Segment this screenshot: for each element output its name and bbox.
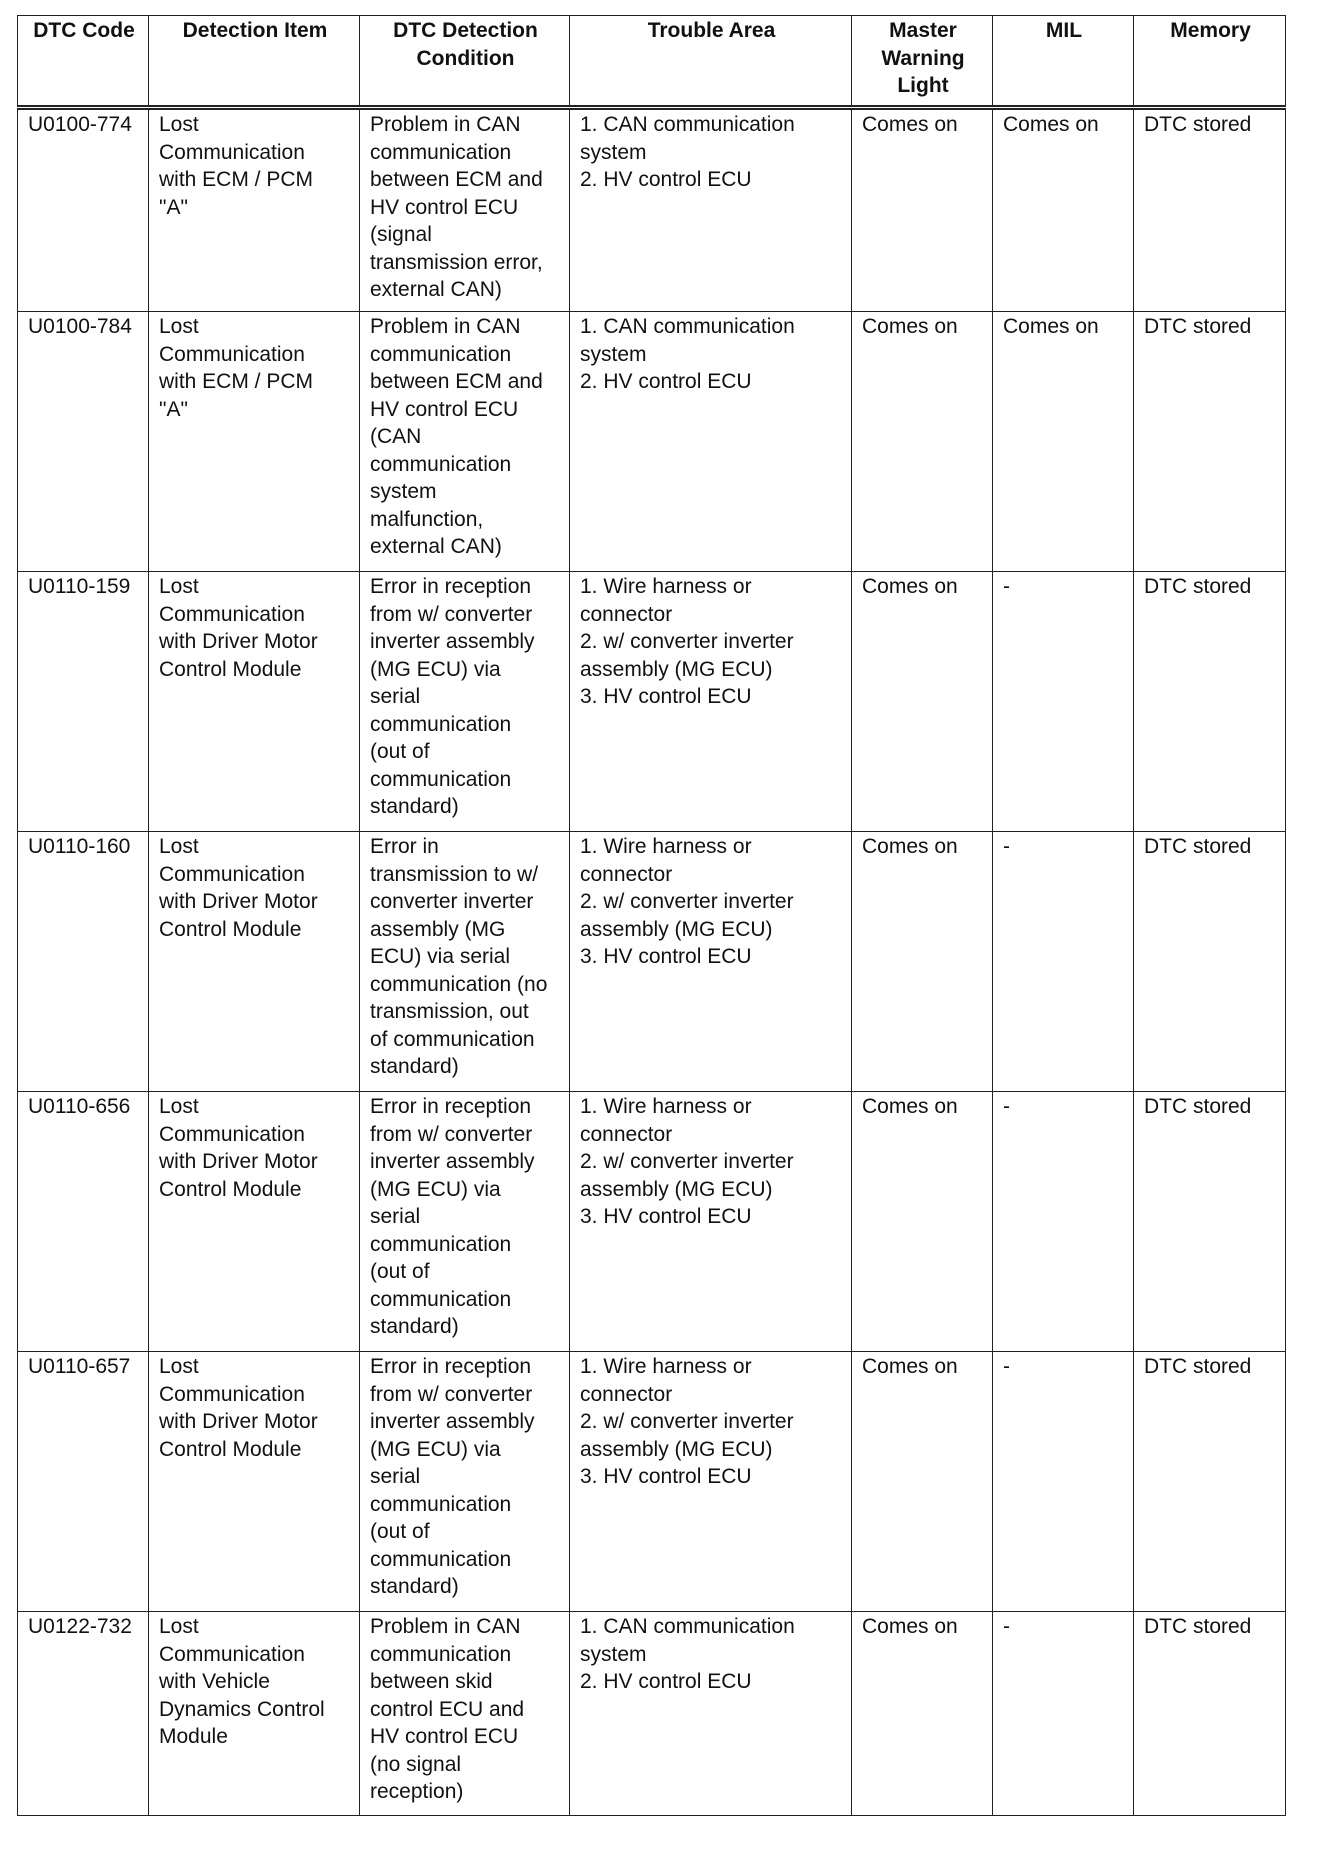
cell-detection-item: Lost Communication with Driver Motor Control Module: [149, 832, 360, 1092]
cell-detection-condition: Error in reception from w/ converter inverter assembly (MG ECU) via serial communication (out of communication standard): [360, 572, 570, 832]
cell-master-warning-light: Comes on: [852, 1612, 993, 1816]
cell-trouble-area: 1. Wire harness or connector 2. w/ converter inverter assembly (MG ECU) 3. HV control ECU: [570, 1352, 852, 1612]
header-trouble-area: Trouble Area: [570, 16, 852, 108]
cell-detection-condition: Problem in CAN communication between ECM and HV control ECU (CAN communication system malfunction, external CAN): [360, 312, 570, 572]
table-row: [18, 832, 1286, 1092]
cell-trouble-area: 1. CAN communication system 2. HV control ECU: [570, 312, 852, 572]
cell-detection-item: Lost Communication with Driver Motor Control Module: [149, 1352, 360, 1612]
cell-detection-condition: Problem in CAN communication between ECM and HV control ECU (signal transmission error, external CAN): [360, 108, 570, 312]
cell-master-warning-light: Comes on: [852, 1352, 993, 1612]
header-mil: MIL: [993, 16, 1134, 108]
cell-master-warning-light: Comes on: [852, 1092, 993, 1352]
cell-trouble-area: 1. CAN communication system 2. HV control ECU: [570, 108, 852, 312]
cell-master-warning-light: Comes on: [852, 312, 993, 572]
cell-dtc-code: U0110-160: [18, 832, 149, 1092]
cell-detection-condition: Problem in CAN communication between skid control ECU and HV control ECU (no signal reception): [360, 1612, 570, 1816]
table-row: [18, 108, 1286, 312]
cell-dtc-code: U0122-732: [18, 1612, 149, 1816]
table-row: [18, 1092, 1286, 1352]
header-dtc-code: DTC Code: [18, 16, 149, 108]
cell-detection-item: Lost Communication with ECM / PCM "A": [149, 312, 360, 572]
cell-detection-item: Lost Communication with Vehicle Dynamics Control Module: [149, 1612, 360, 1816]
table-row: [18, 1352, 1286, 1612]
cell-dtc-code: U0110-657: [18, 1352, 149, 1612]
header-detection-item: Detection Item: [149, 16, 360, 108]
cell-mil: -: [993, 1092, 1134, 1352]
cell-memory: DTC stored: [1134, 108, 1286, 312]
cell-memory: DTC stored: [1134, 1092, 1286, 1352]
cell-detection-item: Lost Communication with ECM / PCM "A": [149, 108, 360, 312]
cell-master-warning-light: Comes on: [852, 108, 993, 312]
header-memory: Memory: [1134, 16, 1286, 108]
table-row: [18, 1612, 1286, 1816]
header-row: [18, 16, 1286, 108]
cell-memory: DTC stored: [1134, 312, 1286, 572]
cell-mil: Comes on: [993, 312, 1134, 572]
table-header: [18, 16, 1286, 108]
cell-dtc-code: U0100-784: [18, 312, 149, 572]
cell-mil: -: [993, 1352, 1134, 1612]
header-dtc-detection-condition: DTC Detection Condition: [360, 16, 570, 108]
cell-master-warning-light: Comes on: [852, 832, 993, 1092]
cell-trouble-area: 1. CAN communication system 2. HV control ECU: [570, 1612, 852, 1816]
header-master-warning-light: Master Warning Light: [852, 16, 993, 108]
cell-memory: DTC stored: [1134, 572, 1286, 832]
cell-mil: -: [993, 1612, 1134, 1816]
cell-trouble-area: 1. Wire harness or connector 2. w/ converter inverter assembly (MG ECU) 3. HV control ECU: [570, 572, 852, 832]
table-body: [18, 108, 1286, 1816]
cell-memory: DTC stored: [1134, 1612, 1286, 1816]
cell-detection-condition: Error in reception from w/ converter inverter assembly (MG ECU) via serial communication (out of communication standard): [360, 1092, 570, 1352]
cell-trouble-area: 1. Wire harness or connector 2. w/ converter inverter assembly (MG ECU) 3. HV control ECU: [570, 832, 852, 1092]
cell-dtc-code: U0110-656: [18, 1092, 149, 1352]
table-row: [18, 312, 1286, 572]
cell-detection-item: Lost Communication with Driver Motor Control Module: [149, 1092, 360, 1352]
cell-detection-condition: Error in transmission to w/ converter inverter assembly (MG ECU) via serial communication (no transmission, out of communication standard): [360, 832, 570, 1092]
cell-detection-item: Lost Communication with Driver Motor Control Module: [149, 572, 360, 832]
table-row: [18, 572, 1286, 832]
dtc-table: [17, 15, 1286, 1816]
cell-mil: -: [993, 572, 1134, 832]
cell-master-warning-light: Comes on: [852, 572, 993, 832]
cell-mil: Comes on: [993, 108, 1134, 312]
cell-mil: -: [993, 832, 1134, 1092]
cell-memory: DTC stored: [1134, 1352, 1286, 1612]
cell-trouble-area: 1. Wire harness or connector 2. w/ converter inverter assembly (MG ECU) 3. HV control ECU: [570, 1092, 852, 1352]
cell-dtc-code: U0110-159: [18, 572, 149, 832]
cell-detection-condition: Error in reception from w/ converter inverter assembly (MG ECU) via serial communication (out of communication standard): [360, 1352, 570, 1612]
cell-memory: DTC stored: [1134, 832, 1286, 1092]
cell-dtc-code: U0100-774: [18, 108, 149, 312]
